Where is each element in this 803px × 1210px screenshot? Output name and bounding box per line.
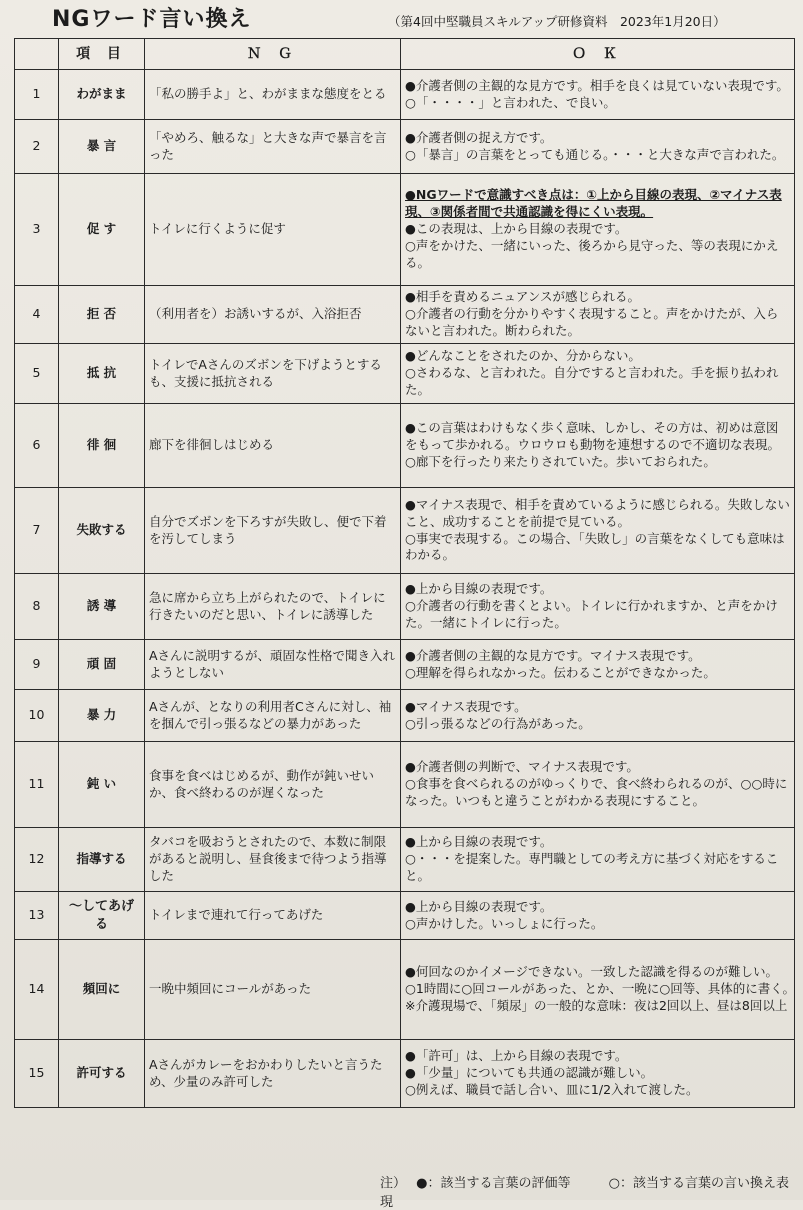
ok-line: ○理解を得られなかった。伝わることができなかった。: [405, 664, 716, 680]
ok-line: ○さわるな、と言われた。自分ですると言われた。手を振り払われた。: [405, 365, 779, 397]
row-item: 促 す: [59, 174, 145, 286]
row-ok: [401, 286, 795, 344]
ok-line: ○「暴言」の言葉をとっても通じる。・・・と大きな声で言われた。: [405, 146, 785, 162]
row-ng: Aさんに説明するが、頑固な性格で聞き入れようとしない: [145, 640, 401, 690]
footer-note-rephrase: ○：該当する言葉の言い換え表現: [380, 1176, 789, 1210]
table-row: [15, 286, 795, 344]
column-header-item: 項 目: [59, 39, 145, 70]
row-ok: [401, 828, 795, 892]
row-ng: トイレでAさんのズボンを下げようとするも、支援に抵抗される: [145, 344, 401, 404]
row-number: 4: [15, 286, 59, 344]
table-row: [15, 690, 795, 742]
row-ok: [401, 70, 795, 120]
row-number: 5: [15, 344, 59, 404]
column-header-ok: Ｏ Ｋ: [401, 39, 795, 70]
table-row: [15, 892, 795, 940]
row-number: 14: [15, 940, 59, 1040]
row-number: 13: [15, 892, 59, 940]
column-header-no: [15, 39, 59, 70]
row-ok: [401, 404, 795, 488]
row-ok: [401, 1040, 795, 1108]
row-item: 指導する: [59, 828, 145, 892]
row-item: ～してあげる: [59, 892, 145, 940]
ok-line: ●上から目線の表現です。: [405, 898, 553, 914]
row-number: 6: [15, 404, 59, 488]
row-ok: [401, 742, 795, 828]
row-ok: [401, 488, 795, 574]
ok-line: ●介護者側の主観的な見方です。相手を良くは見ていない表現です。: [405, 77, 789, 93]
ok-emphasis: ●NGワードで意識すべき点は：①上から目線の表現、②マイナス表現、③関係者間で共通認識を得にくい表現。: [405, 187, 782, 220]
row-number: 7: [15, 488, 59, 574]
row-ng: 「やめろ、触るな」と大きな声で暴言を言った: [145, 120, 401, 174]
ok-line: ●どんなことをされたのか、分からない。: [405, 348, 641, 364]
ok-line: ○声をかけた、一緒にいった、後ろから見守った、等の表現にかえる。: [405, 237, 779, 270]
row-number: 3: [15, 174, 59, 286]
table-header-row: [15, 39, 795, 70]
table-row: [15, 640, 795, 690]
table-row: [15, 344, 795, 404]
row-ng: Aさんが、となりの利用者Cさんに対し、袖を掴んで引っ張るなどの暴力があった: [145, 690, 401, 742]
table-row: [15, 70, 795, 120]
row-ng: タバコを吸おうとされたので、本数に制限があると説明し、昼食後まで待つよう指導した: [145, 828, 401, 892]
ng-word-table: [14, 38, 802, 1108]
row-ng: トイレに行くように促す: [145, 174, 401, 286]
row-number: 8: [15, 574, 59, 640]
ok-line: ●この言葉はわけもなく歩く意味、しかし、その方は、初めは意図をもって歩かれる。ウロウロも動物を連想するので不適切な表現。: [405, 420, 781, 453]
ok-line: ○廊下を行ったり来たりされていた。歩いておられた。: [405, 453, 716, 469]
ok-line: ●介護者側の主観的な見方です。マイナス表現です。: [405, 647, 701, 663]
ok-line: ●「許可」は、上から目線の表現です。: [405, 1048, 628, 1064]
footer-prefix: 注）: [380, 1176, 407, 1191]
row-item: 誘 導: [59, 574, 145, 640]
table-row: [15, 1040, 795, 1108]
row-ng: トイレまで連れて行ってあげた: [145, 892, 401, 940]
row-number: 9: [15, 640, 59, 690]
row-number: 11: [15, 742, 59, 828]
ok-line: ●この表現は、上から目線の表現です。: [405, 221, 628, 237]
table-row: [15, 828, 795, 892]
row-number: 1: [15, 70, 59, 120]
row-item: 暴 力: [59, 690, 145, 742]
row-item: 頑 固: [59, 640, 145, 690]
column-header-ng: Ｎ Ｇ: [145, 39, 401, 70]
page-subtitle: （第4回中堅職員スキルアップ研修資料 2023年1月20日）: [388, 14, 726, 29]
row-number: 2: [15, 120, 59, 174]
row-ok: [401, 640, 795, 690]
table-row: [15, 574, 795, 640]
row-ok: [401, 892, 795, 940]
row-number: 10: [15, 690, 59, 742]
row-item: 鈍 い: [59, 742, 145, 828]
row-ok: [401, 574, 795, 640]
row-ok: [401, 690, 795, 742]
ok-line: ●「少量」についても共通の認識が難しい。: [405, 1065, 654, 1081]
row-item: 失敗する: [59, 488, 145, 574]
ok-line: ●上から目線の表現です。: [405, 581, 553, 597]
ok-line: ○「・・・・」と言われた、で良い。: [405, 94, 616, 110]
table-row: [15, 742, 795, 828]
ok-line: ○介護者の行動を書くとよい。トイレに行かれますか、と声をかけた。一緒にトイレに行った。: [405, 598, 778, 630]
row-item: わがまま: [59, 70, 145, 120]
row-ok: [401, 120, 795, 174]
row-item: 拒 否: [59, 286, 145, 344]
row-ng: 自分でズボンを下ろすが失敗し、便で下着を汚してしまう: [145, 488, 401, 574]
table-row: [15, 120, 795, 174]
row-item: 許可する: [59, 1040, 145, 1108]
row-ng: 一晩中頻回にコールがあった: [145, 940, 401, 1040]
row-item: 徘 徊: [59, 404, 145, 488]
row-ng: Aさんがカレーをおかわりしたいと言うため、少量のみ許可した: [145, 1040, 401, 1108]
footer-note: [380, 1172, 803, 1210]
ok-line: ●介護者側の捉え方です。: [405, 129, 553, 145]
ok-line: ●マイナス表現です。: [405, 698, 527, 714]
table-row: [15, 174, 795, 286]
table-row: [15, 940, 795, 1040]
ok-line: ○事実で表現する。この場合、「失敗し」の言葉をなくしても意味はわかる。: [405, 530, 785, 563]
row-ng: 「私の勝手よ」と、わがままな態度をとる: [145, 70, 401, 120]
ok-line: ●相手を責めるニュアンスが感じられる。: [405, 289, 641, 305]
ok-line: ○・・・を提案した。専門職としての考え方に基づく対応をすること。: [405, 851, 779, 883]
ok-line: ○1時間に○回コールがあった、とか、一晩に○回等、具体的に書く。 ※介護現場で、「頻尿」の一般的な意味：夜は2回以上、昼は8回以上: [405, 981, 802, 1013]
row-ok: [401, 940, 802, 1040]
footer-note-evaluation: ●：該当する言葉の評価等: [416, 1176, 571, 1191]
ok-line: ○引っ張るなどの行為があった。: [405, 715, 591, 731]
row-ng: 食事を食べはじめるが、動作が鈍いせいか、食べ終わるのが遅くなった: [145, 742, 401, 828]
row-number: 15: [15, 1040, 59, 1108]
row-ok: [401, 344, 795, 404]
ok-line: ○例えば、職員で話し合い、皿に1/2入れて渡した。: [405, 1081, 699, 1097]
ok-line: ●介護者側の判断で、マイナス表現です。: [405, 759, 639, 775]
ok-line: ○介護者の行動を分かりやすく表現すること。声をかけたが、入らないと言われた。断わられた。: [405, 306, 779, 338]
ok-line: ●何回なのかイメージできない。一致した認識を得るのが難しい。: [405, 964, 779, 980]
page-title: NGワード言い換え: [52, 7, 252, 32]
ok-line: ●上から目線の表現です。: [405, 834, 553, 850]
ok-line: ○食事を食べられるのがゆっくりで、食べ終わられるのが、○○時になった。いつもと違うことがわかる表現にすること。: [405, 776, 788, 808]
row-item: 頻回に: [59, 940, 145, 1040]
ok-line: ●マイナス表現で、相手を責めているように感じられる。失敗しないこと、成功することを前提で見ている。: [405, 496, 790, 529]
row-ok: [401, 174, 795, 286]
table-row: [15, 404, 795, 488]
row-ng: 急に席から立ち上がられたので、トイレに行きたいのだと思い、トイレに誘導した: [145, 574, 401, 640]
row-item: 抵 抗: [59, 344, 145, 404]
row-number: 12: [15, 828, 59, 892]
table-row: [15, 488, 795, 574]
row-ng: 廊下を徘徊しはじめる: [145, 404, 401, 488]
ok-line: ○声かけした。いっしょに行った。: [405, 915, 604, 931]
row-item: 暴 言: [59, 120, 145, 174]
row-ng: （利用者を）お誘いするが、入浴拒否: [145, 286, 401, 344]
